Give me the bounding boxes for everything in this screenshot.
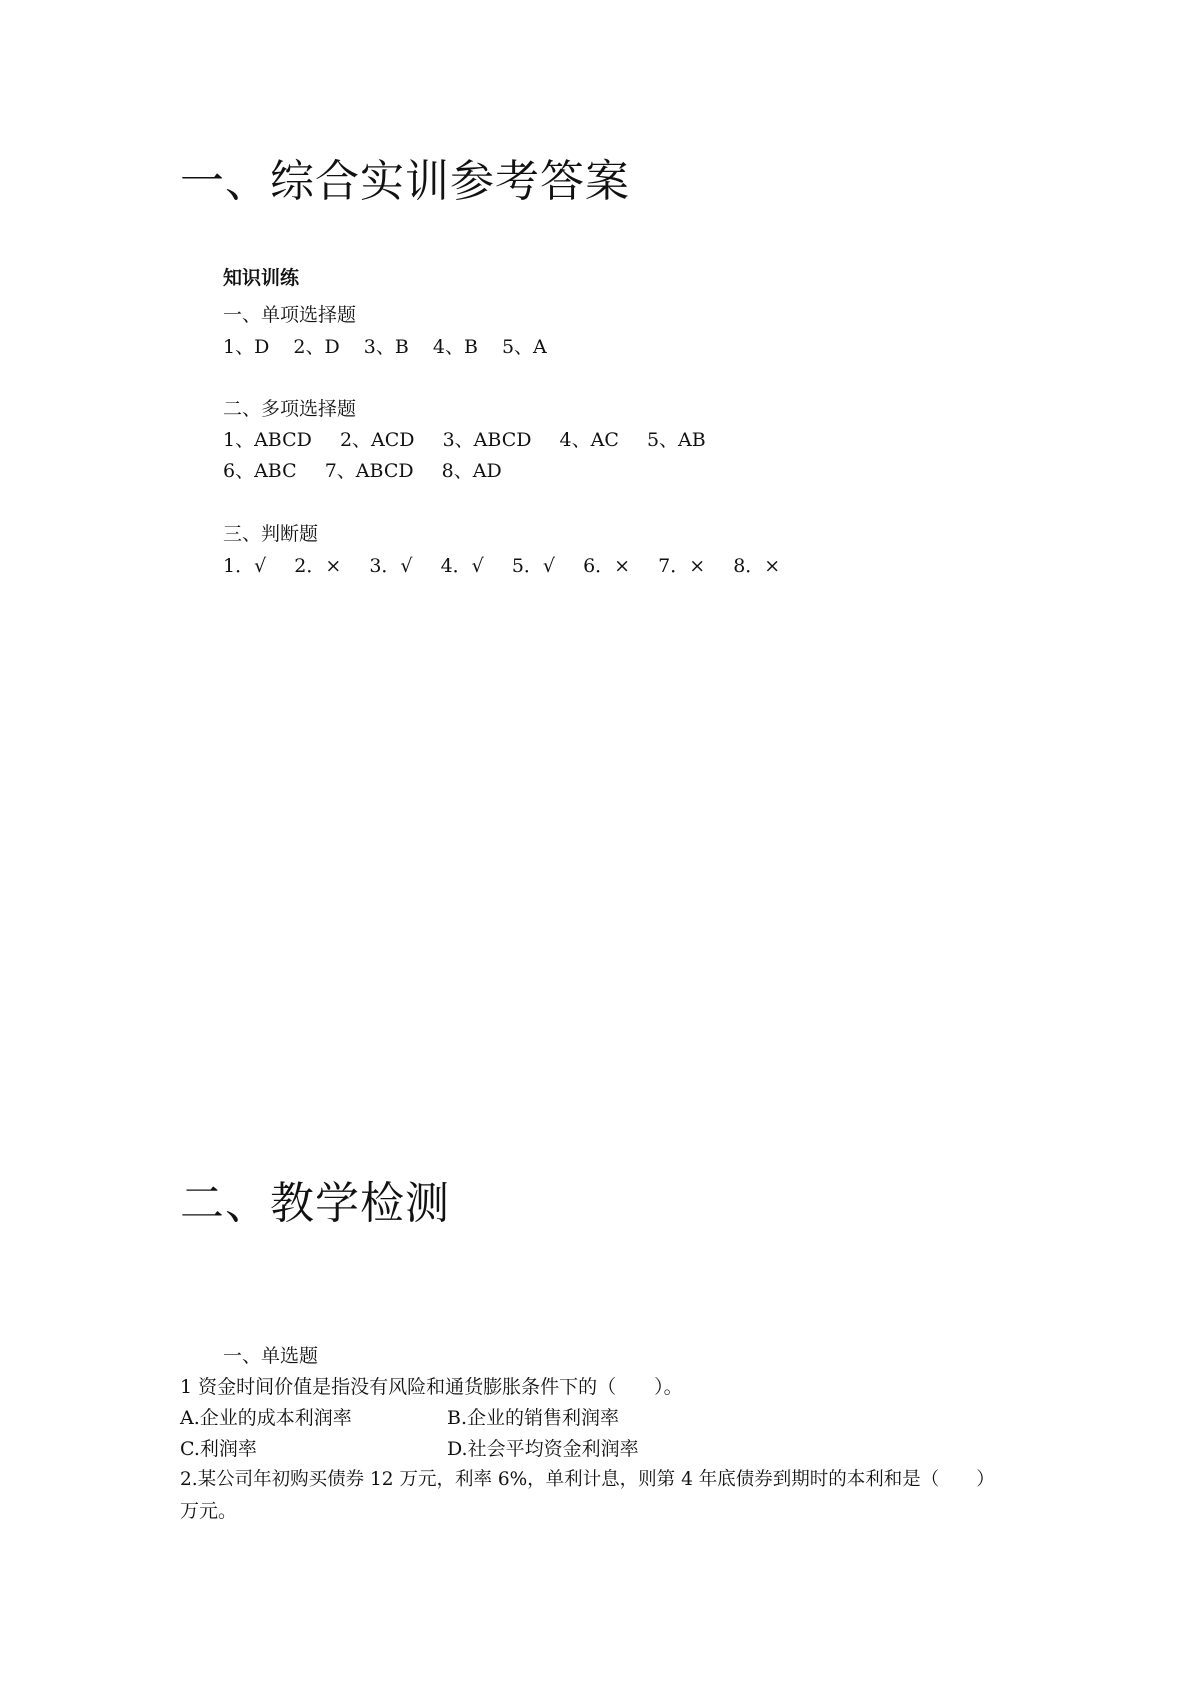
answer-item: 2、D xyxy=(293,336,340,358)
answer-item: 6．× xyxy=(583,555,631,577)
multi-choice-answers-row2 xyxy=(223,459,502,483)
option-b: B.企业的销售利润率 xyxy=(447,1407,620,1429)
question-2-continuation: 万元。 xyxy=(180,1500,238,1522)
option-a: A.企业的成本利润率 xyxy=(180,1407,352,1429)
answer-item: 8、AD xyxy=(441,460,502,482)
answer-item: 5．√ xyxy=(511,555,556,577)
judgement-title: 三、判断题 xyxy=(223,523,319,545)
answer-item: 6、ABC xyxy=(223,460,297,482)
answer-item: 1、ABCD xyxy=(223,429,312,451)
answer-item: 1．√ xyxy=(223,555,267,577)
answer-item: 2、ACD xyxy=(339,429,415,451)
question-1-options-row2 xyxy=(180,1437,1080,1461)
single-choice-answers xyxy=(223,335,547,359)
answer-item: 7、ABCD xyxy=(324,460,414,482)
multi-choice-answers-row1 xyxy=(223,428,706,452)
answer-item: 4、B xyxy=(432,336,478,358)
answer-item: 3．√ xyxy=(369,555,413,577)
single-choice-title: 一、单选题 xyxy=(223,1345,319,1367)
answer-item: 3、ABCD xyxy=(442,429,532,451)
option-d: D.社会平均资金利润率 xyxy=(447,1438,639,1460)
section-heading: 一、综合实训参考答案 xyxy=(180,156,630,207)
subheading: 知识训练 xyxy=(223,267,300,289)
option-c: C.利润率 xyxy=(180,1438,257,1460)
answer-item: 5、A xyxy=(501,336,547,358)
section-heading: 二、教学检测 xyxy=(180,1178,450,1229)
single-choice-title: 一、单项选择题 xyxy=(223,304,357,326)
multi-choice-title: 二、多项选择题 xyxy=(223,398,357,420)
answer-item: 4．√ xyxy=(440,555,484,577)
answer-item: 5、AB xyxy=(646,429,706,451)
answer-item: 2．× xyxy=(294,555,342,577)
answer-item: 1、D xyxy=(223,336,270,358)
answer-item: 3、B xyxy=(363,336,409,358)
answer-item: 8．× xyxy=(733,555,781,577)
question-1: 1 资金时间价值是指没有风险和通货膨胀条件下的（ ）。 xyxy=(180,1376,683,1398)
question-1-options-row1 xyxy=(180,1406,1080,1430)
question-2: 2.某公司年初购买债券 12 万元，利率 6%，单利计息，则第 4 年底债券到期时的本利和是（ ） xyxy=(180,1469,995,1490)
answer-item: 4、AC xyxy=(559,429,619,451)
judgement-answers xyxy=(223,554,780,578)
answer-item: 7．× xyxy=(658,555,706,577)
